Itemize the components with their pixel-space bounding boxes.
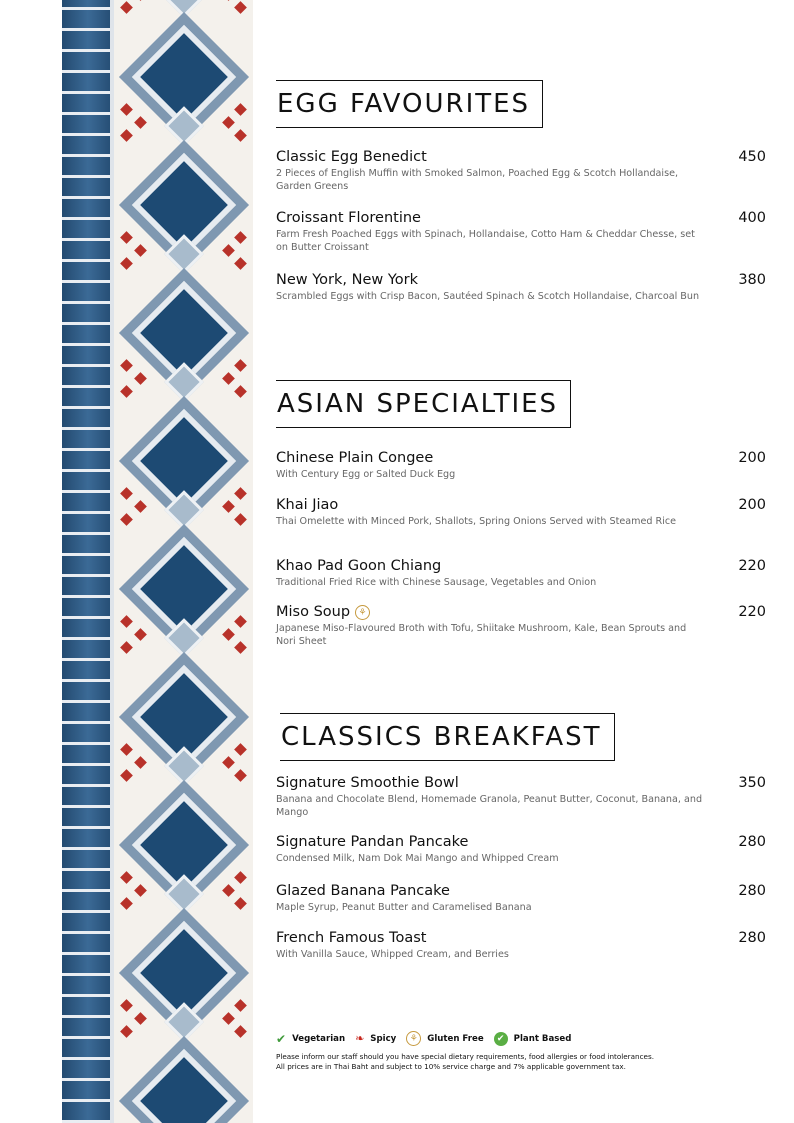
item-description: With Century Egg or Salted Duck Egg (276, 469, 456, 480)
gluten-free-icon: ⚘ (406, 1031, 421, 1046)
section-title-egg-favourites: EGG FAVOURITES (276, 80, 543, 128)
item-price: 350 (738, 775, 766, 791)
tile-red-accent (234, 871, 247, 884)
tile-red-accent (234, 1, 247, 14)
tile-red-accent (120, 743, 133, 756)
tile-red-accent (120, 385, 133, 398)
tile-red-accent (222, 0, 235, 1)
tile-red-accent (134, 116, 147, 129)
dietary-note: Please inform our staff should you have special dietary requirements, food allergies or food intolerances. (276, 1052, 654, 1061)
item-name: Signature Smoothie Bowl (276, 775, 459, 791)
tile-red-accent (234, 129, 247, 142)
item-name: Signature Pandan Pancake (276, 834, 469, 850)
item-description: Banana and Chocolate Blend, Homemade Granola, Peanut Butter, Coconut, Banana, and Mango (276, 794, 703, 818)
tile-red-accent (120, 257, 133, 270)
item-price: 380 (738, 272, 766, 288)
item-name: Miso Soup (276, 604, 351, 620)
legend-plant-based: Plant Based (513, 1033, 572, 1044)
tile-red-accent (234, 1025, 247, 1038)
item-name: Khai Jiao (276, 497, 339, 513)
tile-red-accent (234, 769, 247, 782)
tile-red-accent (134, 0, 147, 1)
item-price: 280 (738, 834, 766, 850)
dietary-legend (276, 1031, 575, 1046)
tile-red-accent (120, 1025, 133, 1038)
gluten-free-icon: ⚘ (355, 605, 370, 620)
menu-notes (276, 1052, 766, 1072)
item-price: 450 (738, 149, 766, 165)
tile-red-accent (120, 359, 133, 372)
tile-red-accent (134, 1012, 147, 1025)
item-price: 400 (738, 210, 766, 226)
item-description: 2 Pieces of English Muffin with Smoked Salmon, Poached Egg & Scotch Hollandaise, Garden Greens (276, 168, 679, 192)
item-description: Japanese Miso-Flavoured Broth with Tofu, Shiitake Mushroom, Kale, Bean Sprouts and Nori Sheet (276, 623, 687, 647)
tile-red-accent (222, 756, 235, 769)
menu-item (276, 930, 766, 962)
item-description: Condensed Milk, Nam Dok Mai Mango and Whipped Cream (276, 853, 559, 864)
vegetarian-icon: ✔ (276, 1031, 287, 1046)
item-price: 280 (738, 930, 766, 946)
menu-item (276, 558, 766, 590)
chili-pepper-icon: ❧ (355, 1032, 365, 1045)
tile-red-accent (222, 1012, 235, 1025)
legend-vegetarian: Vegetarian (292, 1033, 346, 1044)
tile-red-accent (120, 1, 133, 14)
tile-red-accent (134, 244, 147, 257)
tile-red-accent (120, 769, 133, 782)
tile-red-accent (234, 385, 247, 398)
menu-content (276, 0, 766, 1123)
menu-item (276, 834, 766, 866)
menu-item (276, 149, 766, 193)
tile-red-accent (120, 871, 133, 884)
tile-red-accent (234, 257, 247, 270)
item-price: 220 (738, 558, 766, 574)
legend-spicy: Spicy (370, 1033, 397, 1044)
tile-red-accent (120, 487, 133, 500)
tile-red-accent (120, 129, 133, 142)
tile-red-accent (120, 641, 133, 654)
diamond-tile-pattern (116, 0, 253, 1123)
tile-red-accent (134, 500, 147, 513)
tile-red-accent (222, 244, 235, 257)
plant-based-icon: ✔ (494, 1032, 508, 1046)
item-description: Scrambled Eggs with Crisp Bacon, Sautéed Spinach & Scotch Hollandaise, Charcoal Bun (276, 291, 700, 302)
tile-red-accent (134, 372, 147, 385)
tile-red-accent (234, 231, 247, 244)
tile-red-accent (120, 897, 133, 910)
item-name: Glazed Banana Pancake (276, 883, 450, 899)
menu-item (276, 272, 766, 304)
item-name-row (276, 604, 766, 621)
tile-red-accent (222, 884, 235, 897)
item-name: New York, New York (276, 272, 419, 288)
tile-red-accent (222, 500, 235, 513)
tile-red-accent (222, 116, 235, 129)
item-description: Thai Omelette with Minced Pork, Shallots, Spring Onions Served with Steamed Rice (276, 516, 677, 527)
brick-pattern (62, 0, 114, 1123)
menu-item (276, 210, 766, 254)
tile-red-accent (134, 756, 147, 769)
item-name: Croissant Florentine (276, 210, 421, 226)
section-title-classics-breakfast: CLASSICS BREAKFAST (280, 713, 615, 761)
tile-red-accent (234, 743, 247, 756)
section-title-asian-specialties: ASIAN SPECIALTIES (276, 380, 571, 428)
tile-red-accent (120, 103, 133, 116)
tile-red-accent (234, 359, 247, 372)
item-price: 280 (738, 883, 766, 899)
legend-gluten-free: Gluten Free (427, 1033, 484, 1044)
item-name: Classic Egg Benedict (276, 149, 427, 165)
item-price: 200 (738, 450, 766, 466)
tile-diamond-small (164, 0, 204, 18)
tile-red-accent (234, 513, 247, 526)
item-name: French Famous Toast (276, 930, 427, 946)
decorative-tile-border (62, 0, 253, 1123)
tile-red-accent (222, 372, 235, 385)
item-name: Khao Pad Goon Chiang (276, 558, 442, 574)
tile-red-accent (134, 628, 147, 641)
tile-red-accent (120, 513, 133, 526)
tile-diamond (132, 1049, 237, 1123)
tile-red-accent (234, 897, 247, 910)
tile-red-accent (234, 999, 247, 1012)
tile-red-accent (234, 487, 247, 500)
item-name: Chinese Plain Congee (276, 450, 434, 466)
item-price: 200 (738, 497, 766, 513)
tile-red-accent (120, 615, 133, 628)
brick-edge (110, 0, 114, 1123)
tile-red-accent (234, 615, 247, 628)
item-description: Farm Fresh Poached Eggs with Spinach, Hollandaise, Cotto Ham & Cheddar Chesse, set on Butter Croissant (276, 229, 695, 253)
item-description: With Vanilla Sauce, Whipped Cream, and Berries (276, 949, 509, 960)
menu-item (276, 775, 766, 819)
tile-red-accent (234, 641, 247, 654)
price-note: All prices are in Thai Baht and subject to 10% service charge and 7% applicable government tax. (276, 1062, 626, 1071)
tile-red-accent (120, 999, 133, 1012)
tile-red-accent (120, 231, 133, 244)
menu-item (276, 883, 766, 915)
item-price: 220 (738, 604, 766, 620)
menu-item (276, 450, 766, 482)
menu-item (276, 497, 766, 529)
tile-red-accent (234, 103, 247, 116)
tile-red-accent (134, 884, 147, 897)
tile-red-accent (222, 628, 235, 641)
menu-item (276, 604, 766, 648)
item-description: Maple Syrup, Peanut Butter and Caramelised Banana (276, 902, 532, 913)
item-description: Traditional Fried Rice with Chinese Sausage, Vegetables and Onion (276, 577, 597, 588)
